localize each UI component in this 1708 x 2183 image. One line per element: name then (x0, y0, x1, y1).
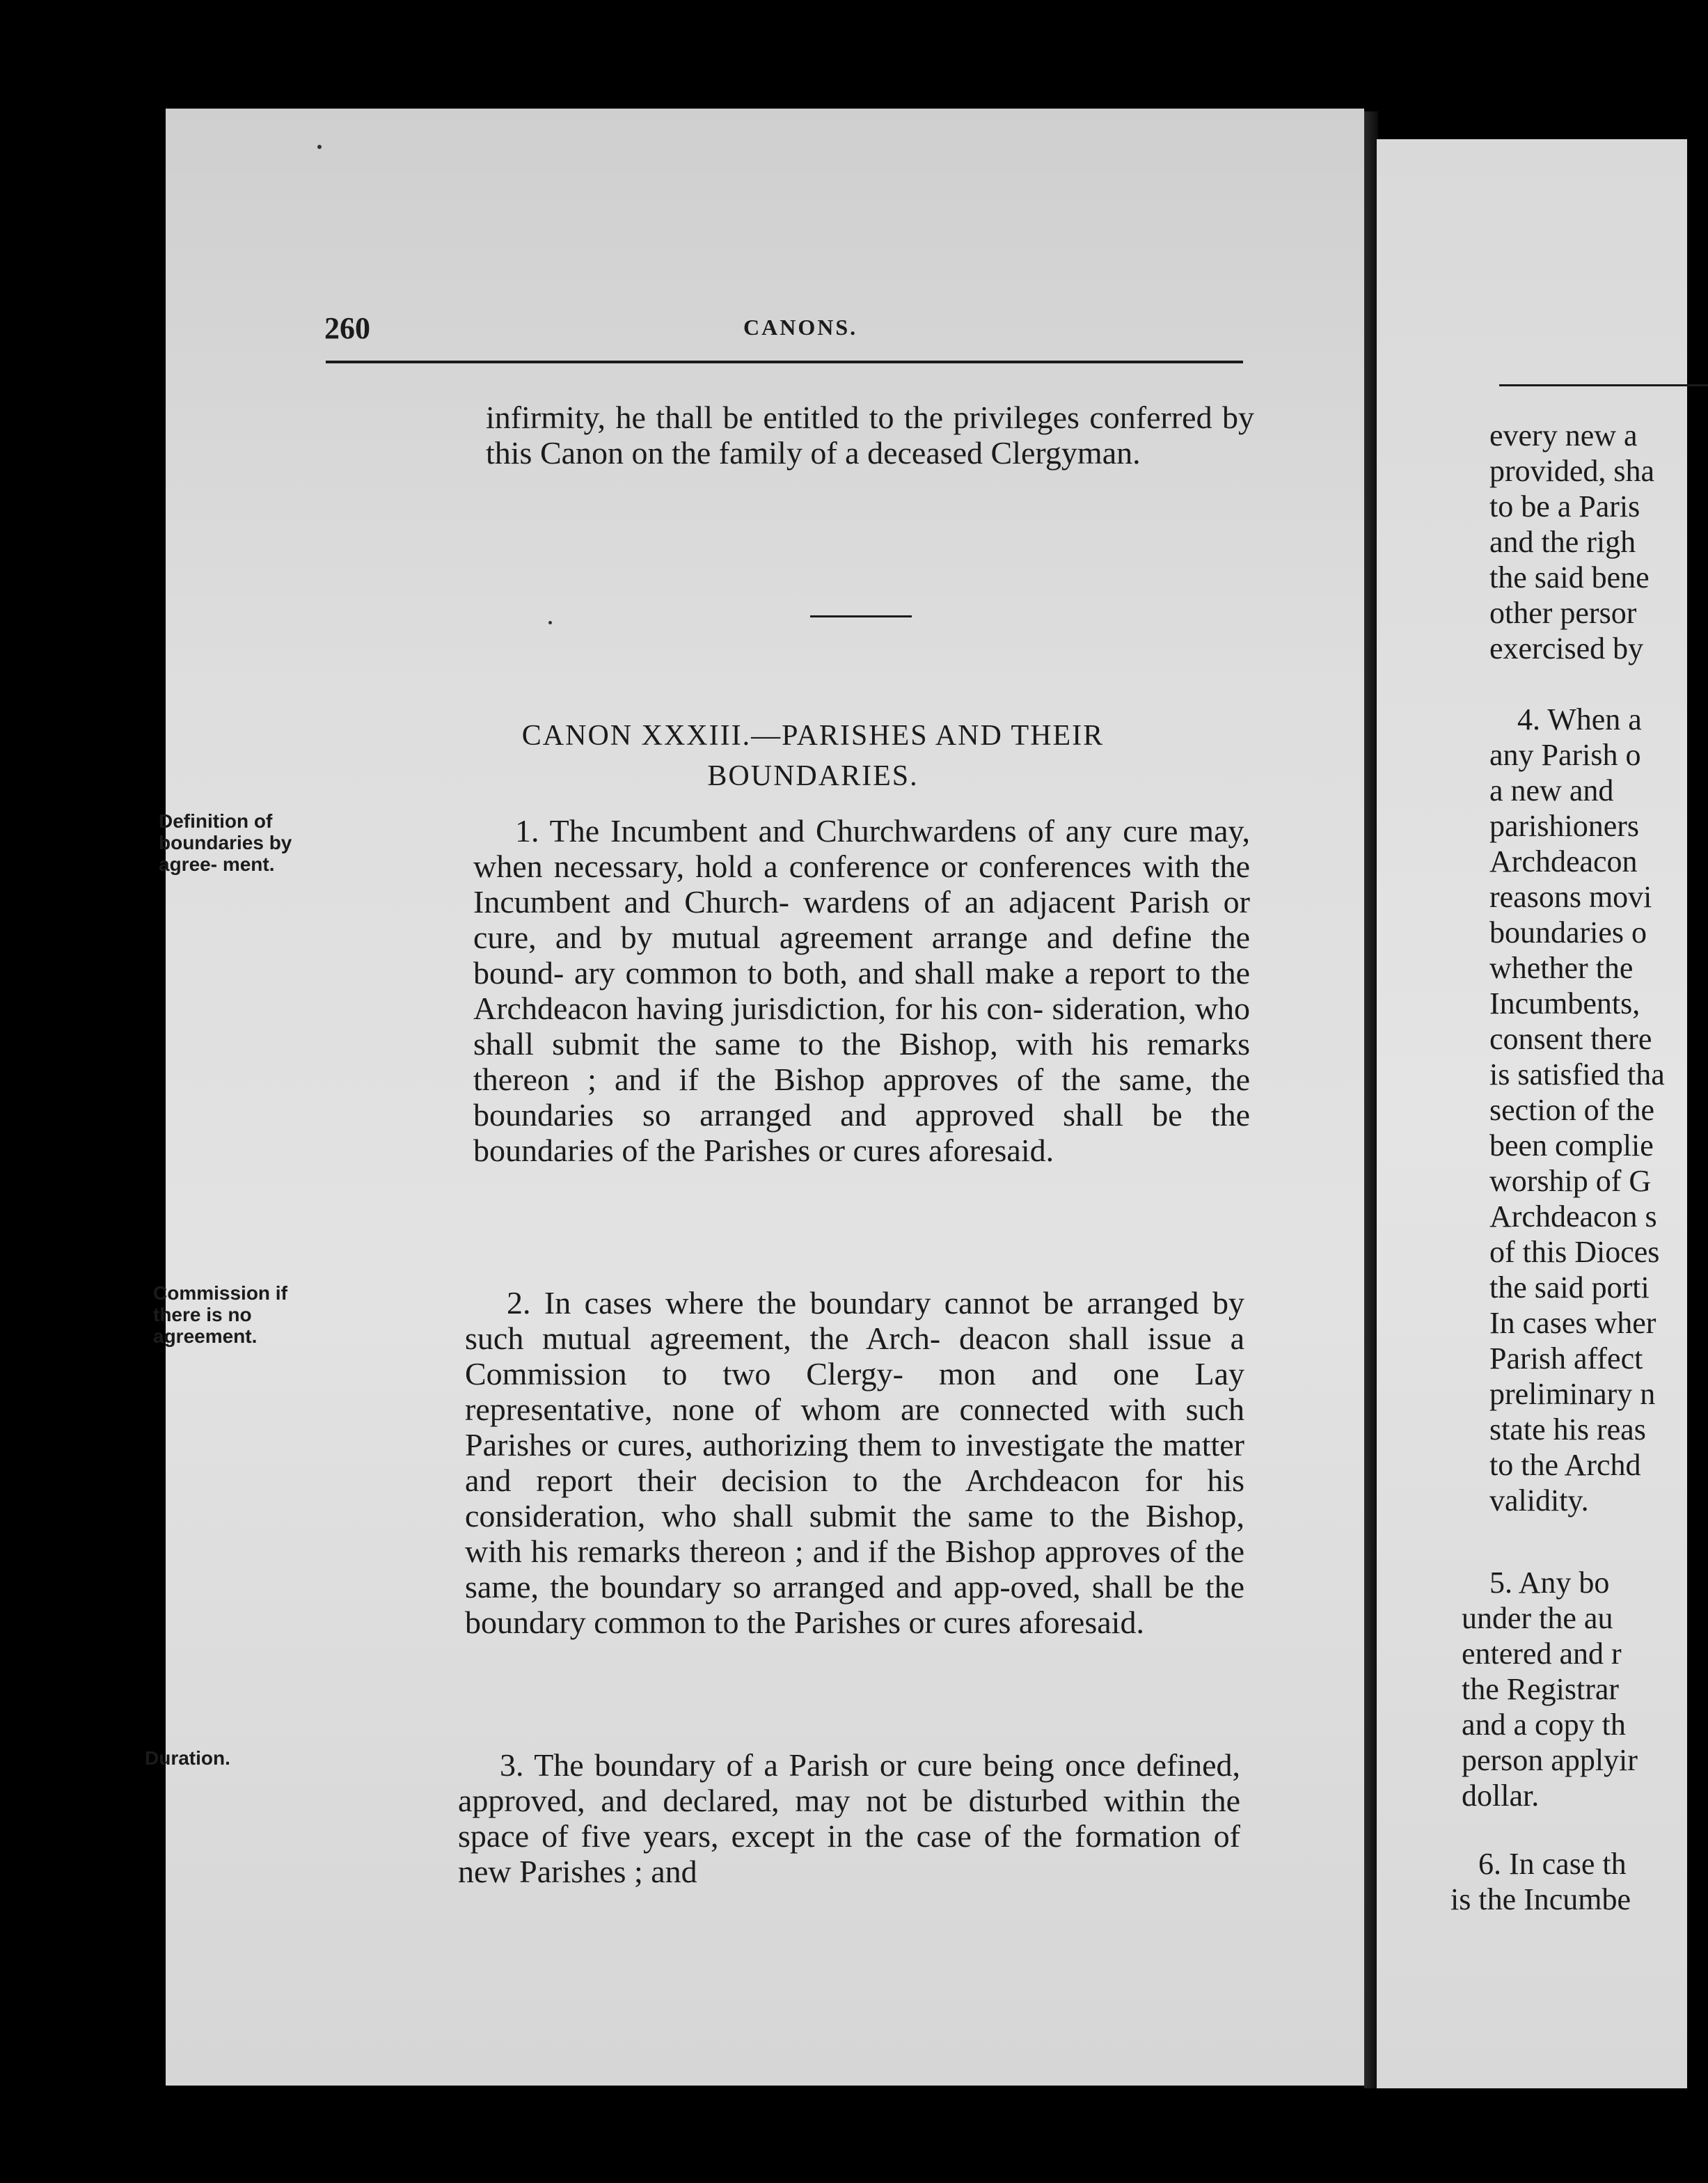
margin-note-definition: Definition of boundaries by agree- ment. (159, 810, 292, 875)
right-line: and the righ (1489, 525, 1636, 559)
right-line: other persor (1489, 596, 1637, 630)
right-line: to the Archd (1489, 1448, 1641, 1482)
left-page (145, 109, 1364, 2086)
page-number: 260 (324, 311, 370, 345)
right-line: 4. When a (1517, 702, 1642, 736)
right-line: dollar. (1462, 1779, 1540, 1813)
right-header-rule (1499, 384, 1708, 386)
right-line: the Registrar (1462, 1672, 1620, 1706)
right-line: parishioners (1489, 809, 1640, 843)
canon-heading-line2: BOUNDARIES. (707, 760, 919, 792)
right-line: Incumbents, (1489, 986, 1640, 1020)
right-line: the said bene (1489, 560, 1650, 594)
section-2 (465, 1285, 1244, 1640)
right-line: provided, sha (1489, 454, 1655, 488)
continuation-paragraph (486, 400, 1254, 471)
section-3-text: 3. The boundary of a Parish or cure being once defined, approved, and declared, may not be disturbed within the space of five years, except in the case of the formation of new Parishes ; and (458, 1747, 1240, 1889)
right-line: a new and (1489, 773, 1614, 807)
right-line: of this Dioces (1489, 1235, 1660, 1269)
right-line: In cases wher (1489, 1306, 1656, 1340)
margin-note-duration: Duration. (145, 1747, 230, 1769)
section-divider (810, 615, 912, 617)
margin-note-commission: Commission if there is no agreement. (153, 1282, 287, 1347)
section-2-text: 2. In cases where the boundary cannot be arranged by such mutual agreement, the Arch- deacon shall issue a Commission to two Clergy- mon and one Lay representative, none of whom are connected with such Parishes or cures, authorizing them to investigate the matter and report their decision to the Archdeacon for his consideration, who shall submit the same to the Bishop, with his remarks thereon ; and if the Bishop approves of the same, the boundary so arranged and app-oved, shall be the boundary common to the Parishes or cures aforesaid. (465, 1285, 1244, 1640)
right-line: state his reas (1489, 1412, 1646, 1447)
right-line: to be a Paris (1489, 489, 1640, 523)
right-line: Archdeacon (1489, 844, 1638, 878)
right-line: whether the (1489, 951, 1634, 985)
right-line: 6. In case th (1478, 1847, 1627, 1881)
right-line: consent there (1489, 1022, 1652, 1056)
right-line: under the au (1462, 1601, 1613, 1635)
right-line: Archdeacon s (1489, 1199, 1657, 1234)
canon-heading-line1: CANON XXXIII.—PARISHES AND THEIR (521, 720, 1105, 752)
canon-heading (374, 716, 1251, 796)
right-line: every new a (1489, 418, 1638, 452)
right-block-2 (1489, 702, 1665, 1518)
section-1-text: 1. The Incumbent and Churchwardens of any cure may, when necessary, hold a conference or conferences with the Incumbent and Church- wardens of an adjacent Parish or cure, and by mutual agreement arrange and define the bound- ary common to both, and shall make a report to the Archdeacon having jurisdiction, for his con- sideration, who shall submit the same to the Bishop, with his remarks thereon ; and if the Bishop approves of the same, the boundaries so arranged and approved shall be the boundaries of the Parishes or cures aforesaid. (473, 813, 1250, 1168)
right-line: section of the (1489, 1093, 1655, 1127)
section-1 (473, 813, 1250, 1168)
right-line: reasons movi (1489, 880, 1652, 914)
right-line: preliminary n (1489, 1377, 1656, 1411)
right-line: is the Incumbe (1450, 1882, 1631, 1916)
right-block-1 (1489, 418, 1654, 666)
right-block-4 (1450, 1846, 1631, 1917)
right-line: validity. (1489, 1483, 1589, 1518)
right-block-3 (1462, 1565, 1638, 1813)
right-line: been complie (1489, 1128, 1654, 1163)
right-line: entered and r (1462, 1637, 1622, 1671)
right-line: is satisfied tha (1489, 1057, 1665, 1092)
right-page (1377, 139, 1687, 2088)
right-line: person applyir (1462, 1743, 1638, 1777)
right-line: the said porti (1489, 1270, 1650, 1305)
book-gutter (1364, 111, 1378, 2088)
right-line: 5. Any bo (1489, 1566, 1610, 1600)
right-line: Parish affect (1489, 1341, 1643, 1376)
header-rule (326, 361, 1243, 363)
right-line: any Parish o (1489, 738, 1641, 772)
right-line: exercised by (1489, 631, 1644, 665)
section-3 (458, 1747, 1240, 1889)
running-title: CANONS. (743, 315, 858, 340)
right-line: and a copy th (1462, 1708, 1626, 1742)
right-line: worship of G (1489, 1164, 1652, 1198)
continuation-text: infirmity, he thall be entitled to the privileges conferred by this Canon on the family of a deceased Clergyman. (486, 400, 1254, 471)
right-line: boundaries o (1489, 915, 1647, 949)
